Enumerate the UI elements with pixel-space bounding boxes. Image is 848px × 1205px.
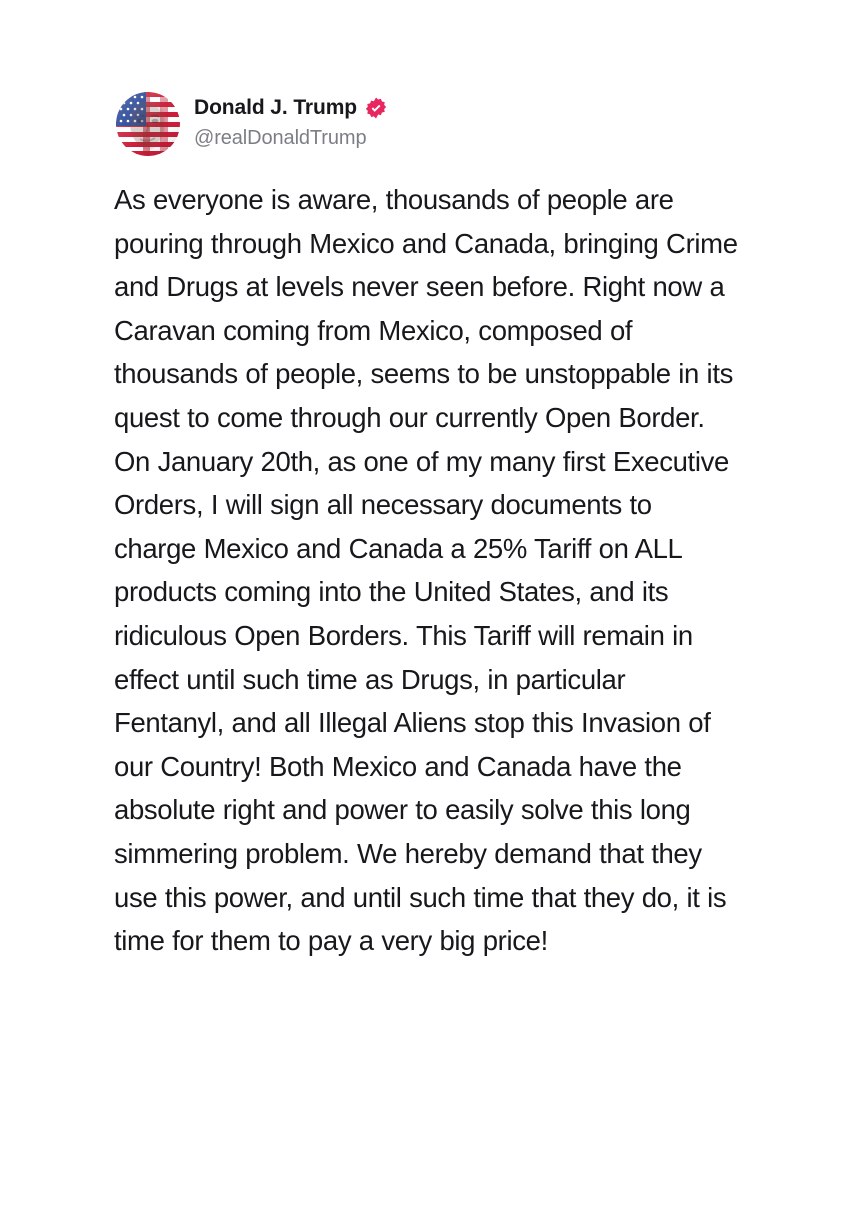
author-identity <box>194 92 387 150</box>
verified-badge-icon <box>365 97 387 119</box>
post-header <box>116 92 387 156</box>
author-display-name[interactable]: Donald J. Trump <box>194 96 358 119</box>
author-name-row <box>194 95 387 121</box>
post-body-text: As everyone is aware, thousands of people are pouring through Mexico and Canada, bringing Crime and Drugs at levels never seen before. Right now a Caravan coming from Mexico, composed of thousands of people, seems to be unstoppable in its quest to come through our currently Open Border. On January 20th, as one of my many first Executive Orders, I will sign all necessary documents to charge Mexico and Canada a 25% Tariff on ALL products coming into the United States, and its ridiculous Open Borders. This Tariff will remain in effect until such time as Drugs, in particular Fentanyl, and all Illegal Aliens stop this Invasion of our Country! Both Mexico and Canada have the absolute right and power to easily solve this long simmering problem. We hereby demand that they use this power, and until such time that they do, it is time for them to pay a very big price! <box>114 184 746 957</box>
avatar[interactable] <box>116 92 180 156</box>
author-handle[interactable]: @realDonaldTrump <box>194 127 367 149</box>
